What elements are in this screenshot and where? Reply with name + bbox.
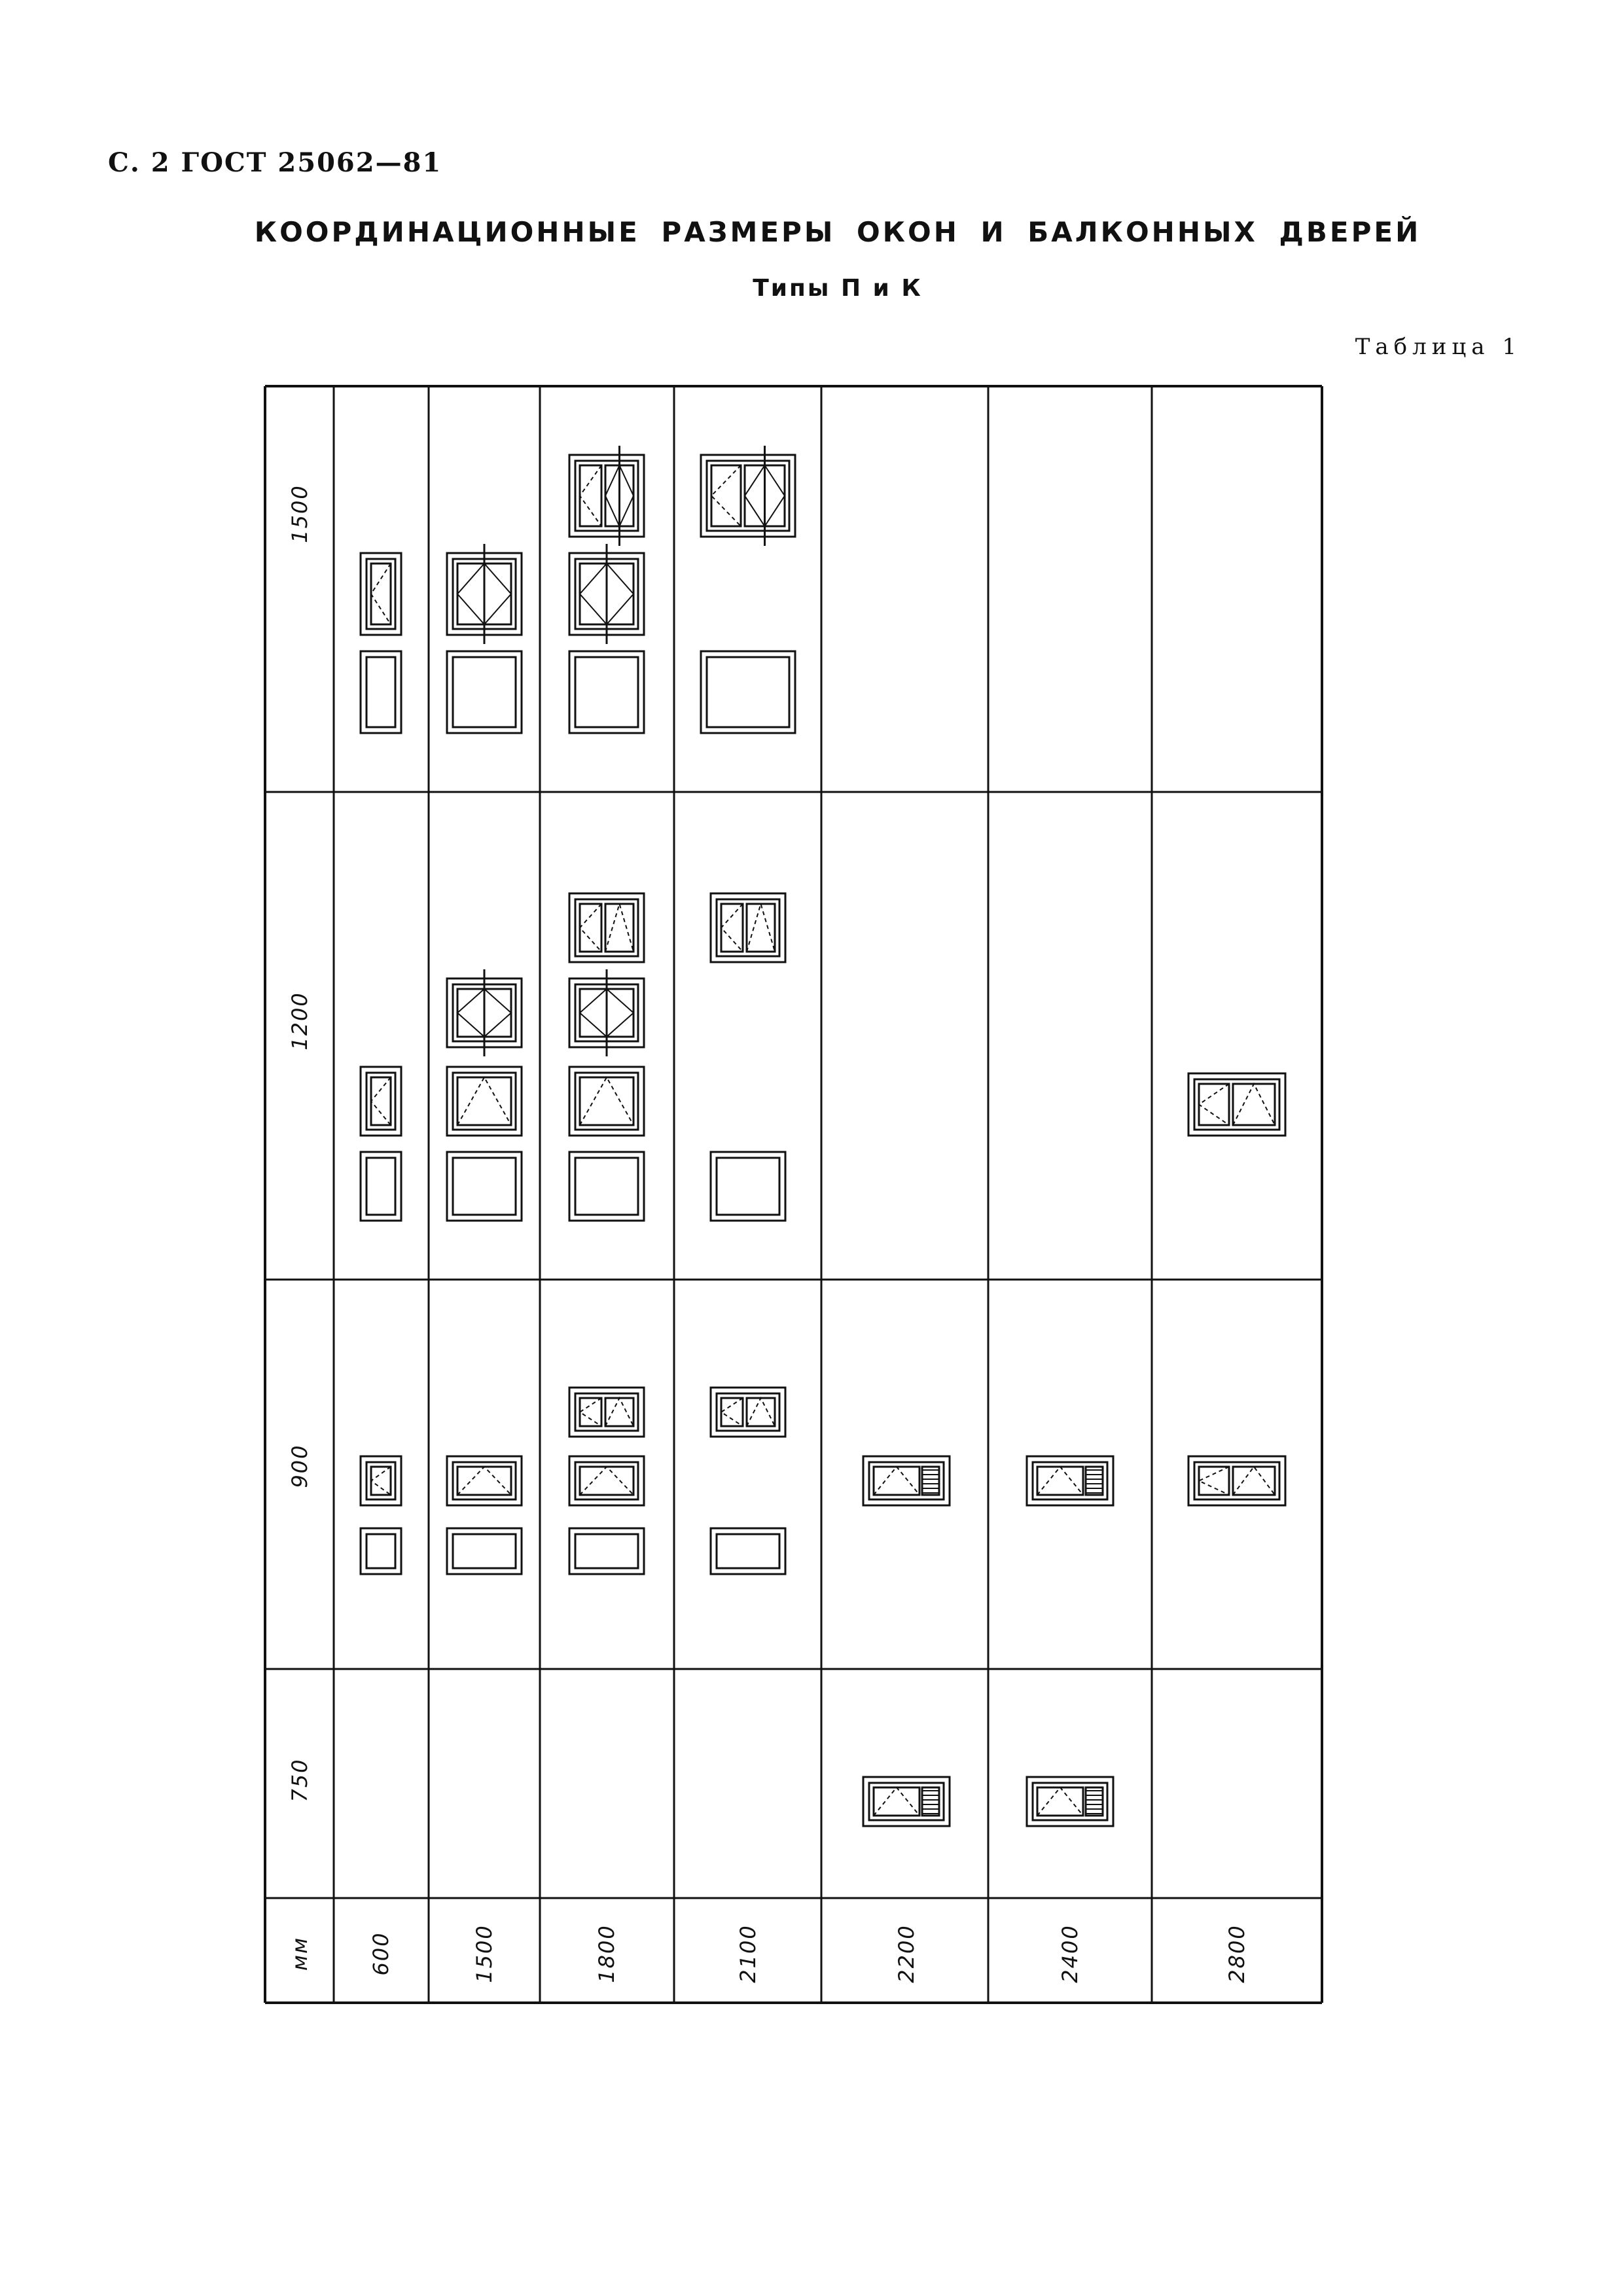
blind-window-icon: [361, 1152, 401, 1221]
height-label-1200: 1200: [287, 992, 312, 1050]
width-label-1500: 1500: [472, 1924, 497, 1983]
blind-window-icon: [701, 651, 795, 733]
blind-window-icon: [361, 651, 401, 733]
width-label-1800: 1800: [594, 1924, 619, 1983]
bottom-hung-window-icon: [447, 1456, 522, 1505]
double-bottom-hung-window-icon: [569, 893, 644, 962]
document-title: КООРДИНАЦИОННЫЕ РАЗМЕРЫ ОКОН И БАЛКОННЫХ ДВЕРЕЙ: [254, 216, 1421, 248]
double-bottom-hung-window-icon: [569, 1388, 644, 1437]
double-bottom-hung-window-icon: [711, 893, 785, 962]
bottom-hung-window-icon: [569, 1456, 644, 1505]
bottom-hung-window-with-panel-icon: [1027, 1456, 1113, 1505]
height-label-750: 750: [287, 1758, 312, 1803]
side-and-bottom-hung-window-icon: [1188, 1073, 1285, 1136]
height-label-1500: 1500: [287, 484, 312, 543]
blind-window-icon: [711, 1152, 785, 1221]
blind-window-icon: [711, 1528, 785, 1574]
page-reference: С. 2 ГОСТ 25062—81: [108, 147, 442, 178]
pivot-window-icon: [447, 969, 522, 1056]
height-label-900: 900: [287, 1444, 312, 1488]
width-label-2200: 2200: [894, 1924, 919, 1983]
bottom-hung-window-with-panel-icon: [863, 1777, 950, 1826]
pivot-window-icon: [569, 544, 644, 644]
double-side-hung-window-icon: [569, 446, 644, 546]
bottom-hung-window-with-panel-icon: [1027, 1777, 1113, 1826]
bottom-hung-window-icon: [447, 1067, 522, 1136]
blind-window-icon: [361, 1528, 401, 1574]
pivot-window-icon: [447, 544, 522, 644]
bottom-hung-window-with-panel-icon: [863, 1456, 950, 1505]
width-label-2400: 2400: [1058, 1924, 1082, 1983]
side-hung-window-icon: [361, 553, 401, 635]
bottom-hung-window-icon: [569, 1067, 644, 1136]
side-and-bottom-hung-window-icon: [1188, 1456, 1285, 1505]
double-bottom-hung-window-icon: [711, 1388, 785, 1437]
side-hung-window-icon: [361, 1067, 401, 1136]
width-label-2100: 2100: [736, 1924, 760, 1983]
blind-window-icon: [569, 651, 644, 733]
table-caption: Таблица 1: [1355, 334, 1522, 360]
corner-unit-label: мм: [287, 1936, 312, 1971]
double-side-hung-window-icon: [701, 446, 795, 546]
blind-window-icon: [569, 1152, 644, 1221]
document-subtitle: Типы П и К: [753, 275, 923, 302]
side-hung-window-icon: [361, 1456, 401, 1505]
pivot-window-icon: [569, 969, 644, 1056]
blind-window-icon: [569, 1528, 644, 1574]
width-label-2800: 2800: [1224, 1924, 1249, 1983]
blind-window-icon: [447, 1152, 522, 1221]
width-label-600: 600: [368, 1931, 393, 1976]
blind-window-icon: [447, 651, 522, 733]
blind-window-icon: [447, 1528, 522, 1574]
